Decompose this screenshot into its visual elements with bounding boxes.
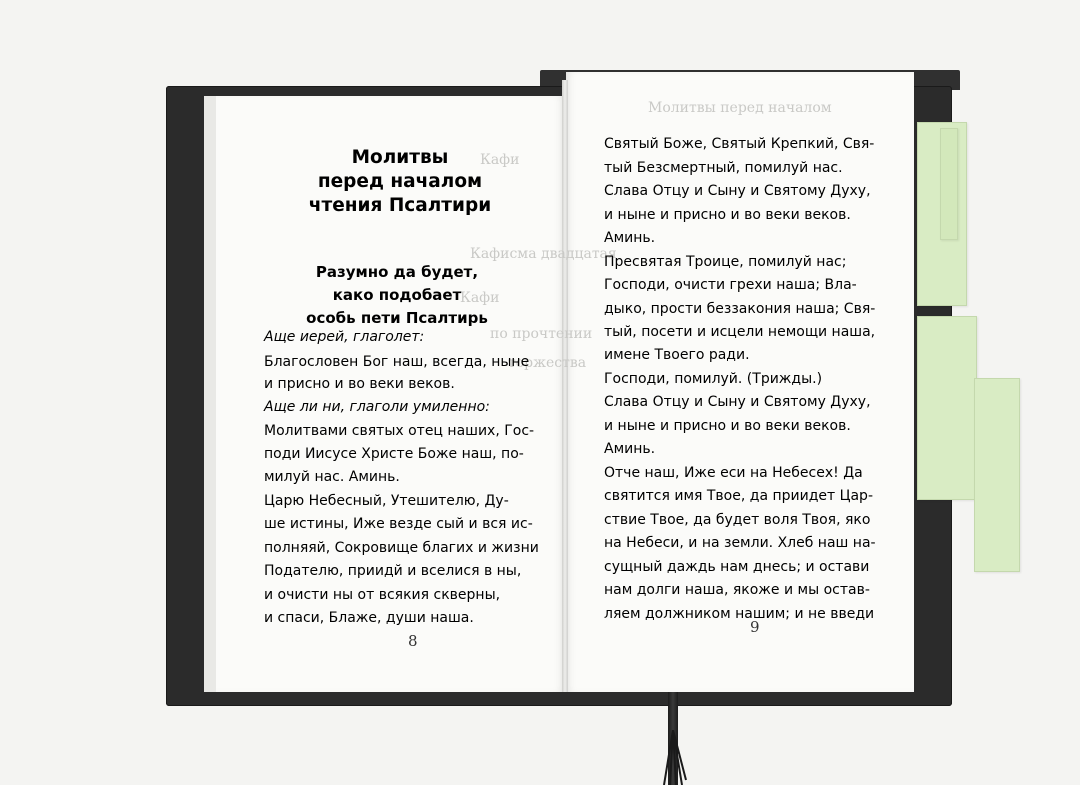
text-line: на Небеси, и на земли. Хлеб наш на-: [604, 535, 876, 551]
ghost-header-right: Молитвы перед началом: [648, 100, 832, 116]
text-line: милуй нас. Аминь.: [264, 469, 400, 485]
title-line: чтения Псалтири: [308, 195, 492, 216]
text-line: Слава Отцу и Сыну и Святому Духу,: [604, 394, 871, 410]
text-line: тый, посети и исцели немощи наша,: [604, 324, 876, 340]
ghost-line: Кафи: [480, 152, 520, 168]
text-line: ляем должником нашим; и не введи: [604, 606, 875, 622]
text-line: и спаси, Блаже, души наша.: [264, 610, 474, 626]
sticky-note-tab: [940, 128, 958, 240]
text-line: Аще ли ни, глаголи умиленно:: [264, 399, 490, 415]
subtitle-line: како подобает: [332, 286, 462, 304]
page-number-left: 8: [408, 632, 418, 650]
text-line: Пресвятая Троице, помилуй нас;: [604, 254, 847, 270]
text-line: Царю Небесный, Утешителю, Ду-: [264, 493, 509, 509]
text-line: и ныне и присно и во веки веков.: [604, 418, 851, 434]
text-line: Благословен Бог наш, всегда, ныне: [264, 354, 530, 370]
section-subtitle: [258, 261, 536, 330]
text-line: Подателю, приидй и вселися в ны,: [264, 563, 522, 579]
ghost-line: Кафи: [460, 290, 500, 306]
text-line: полняяй, Сокровище благих и жизни: [264, 540, 539, 556]
text-line: поди Иисусе Христе Боже наш, по-: [264, 446, 524, 462]
text-line: Молитвами святых отец наших, Гос-: [264, 423, 535, 439]
text-line: имене Твоего ради.: [604, 347, 750, 363]
page-number-right: 9: [750, 618, 760, 636]
subtitle-line: особь пети Псалтирь: [306, 309, 488, 327]
sticky-note-tab: [917, 316, 977, 500]
text-line: ше истины, Иже везде сый и вся ис-: [264, 516, 533, 532]
title-line: перед началом: [317, 171, 483, 192]
text-line: ствие Твое, да будет воля Твоя, яко: [604, 512, 871, 528]
text-line: и ныне и присно и во веки веков.: [604, 207, 851, 223]
text-line: Господи, помилуй. (Трижды.): [604, 371, 823, 387]
text-line: Аще иерей, глаголет:: [264, 329, 425, 345]
subtitle-line: Разумно да будет,: [315, 263, 479, 281]
text-line: Святый Боже, Святый Крепкий, Свя-: [604, 136, 875, 152]
text-line: святится имя Твое, да приидет Цар-: [604, 488, 873, 504]
ribbon-tassel: [656, 730, 690, 785]
text-line: и очисти ны от всякия скверны,: [264, 587, 501, 603]
text-line: и присно и во веки веков.: [264, 376, 455, 392]
text-line: Господи, очисти грехи наша; Вла-: [604, 277, 857, 293]
book-gutter: [562, 80, 568, 692]
text-line: тый Безсмертный, помилуй нас.: [604, 160, 843, 176]
text-line: Отче наш, Иже еси на Небесех! Да: [604, 465, 863, 481]
ghost-line: торжества: [508, 355, 587, 371]
title-line: Молитвы: [351, 147, 449, 168]
page-title: [268, 146, 532, 218]
text-line: дыко, прости беззакония наша; Свя-: [604, 301, 876, 317]
ghost-line: по прочтении: [490, 326, 593, 342]
text-line: сущный даждь нам днесь; и остави: [604, 559, 870, 575]
text-line: нам долги наша, якоже и мы остав-: [604, 582, 870, 598]
text-line: Аминь.: [604, 441, 656, 457]
sticky-note-tab: [974, 378, 1020, 572]
ghost-line: Кафисма двадцатая: [470, 246, 617, 262]
text-line: Аминь.: [604, 230, 656, 246]
text-line: Слава Отцу и Сыну и Святому Духу,: [604, 183, 871, 199]
